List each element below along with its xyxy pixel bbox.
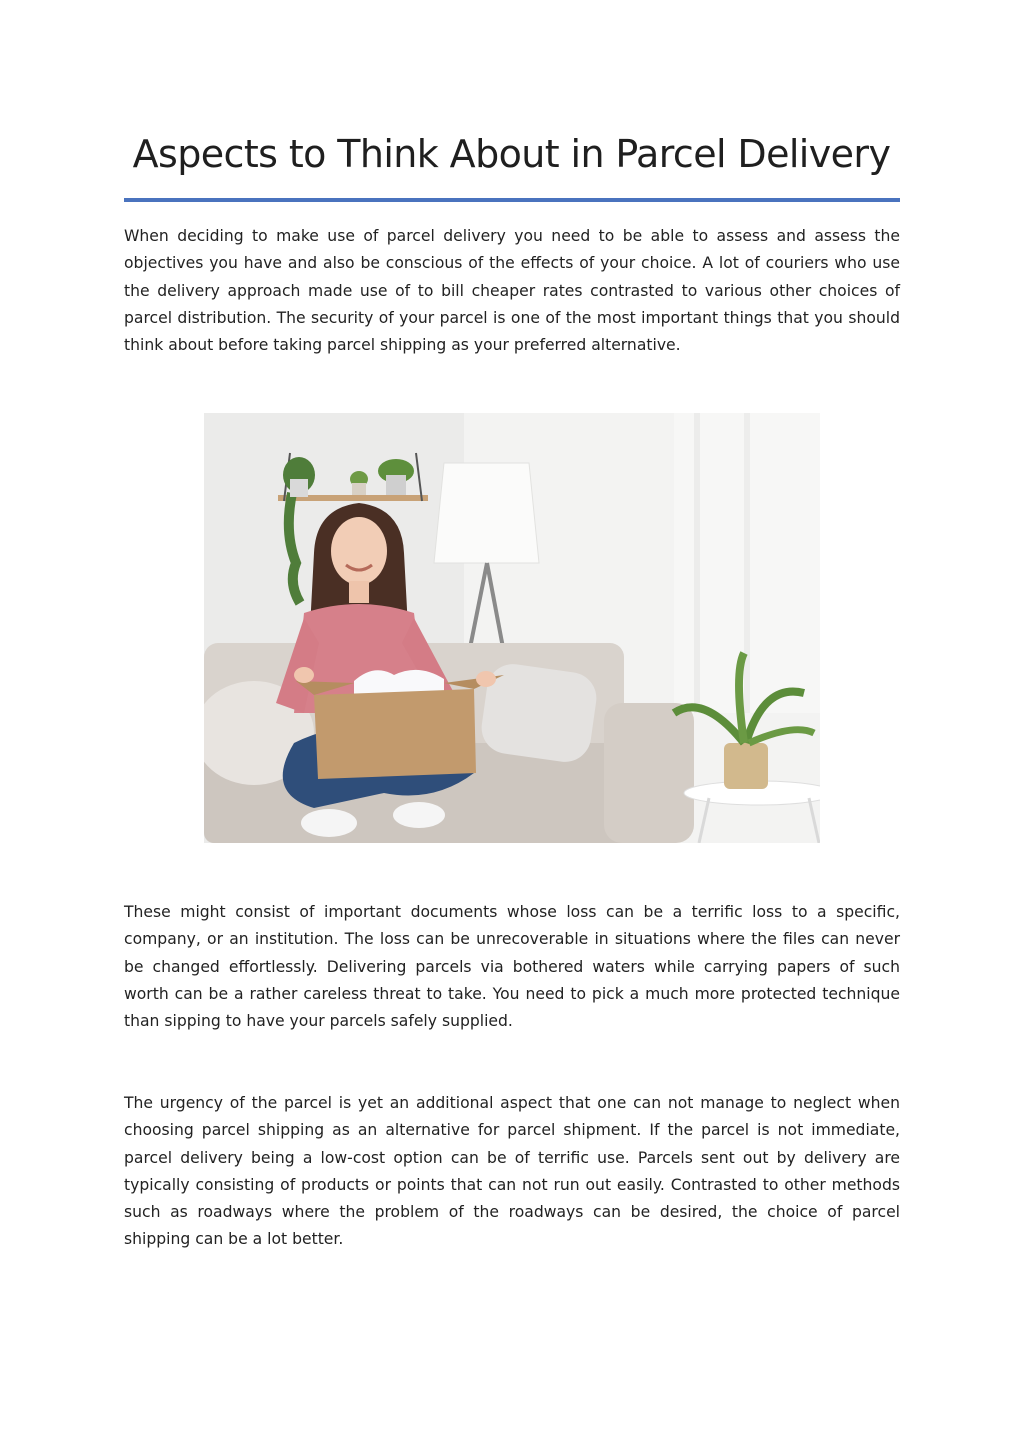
paragraph-urgency: The urgency of the parcel is yet an additional aspect that one can not manage to neglect when choosing parcel shipping as an alternative for parcel shipment. If the parcel is not immediate, parcel delivery being a low-cost option can be of terrific use. Parcels sent out by delivery are typically consisting of products or points that can not run out easily. Contrasted to other methods such as roadways where the problem of the roadways can be desired, the choice of parcel shipping can be a lot better. — [124, 1094, 900, 1249]
paragraph-intro: When deciding to make use of parcel delivery you need to be able to assess and assess the objectives you have and also be conscious of the effects of your choice. A lot of couriers who use the delivery approach made use of to bill cheaper rates contrasted to various other choices of parcel distribution. The security of your parcel is one of the most important things that you should think about before taking parcel shipping as your preferred alternative. — [124, 227, 900, 355]
page-title: Aspects to Think About in Parcel Delivery — [132, 132, 891, 176]
woman-opening-parcel-photo — [204, 413, 820, 843]
paragraph-documents: These might consist of important documents whose loss can be a terrific loss to a specific, company, or an institution. The loss can be unrecoverable in situations where the files can never be changed effortlessly. Delivering parcels via bothered waters while carrying papers of such worth can be a rather careless threat to take. You need to pick a much more protected technique than sipping to have your parcels safely supplied. — [124, 903, 900, 1031]
title-underline — [124, 198, 900, 202]
